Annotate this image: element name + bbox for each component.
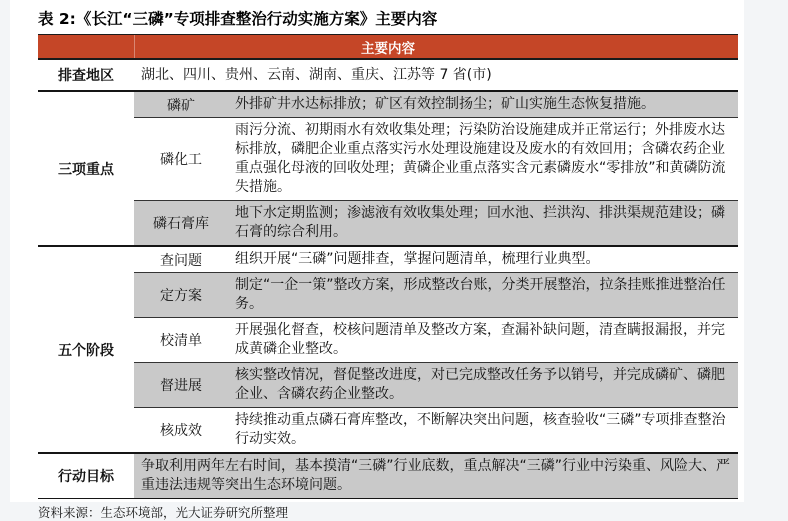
row-label: 行动目标 (38, 454, 134, 498)
row-content-text: 湖北、四川、贵州、云南、湖南、重庆、江苏等 7 省(市) (141, 66, 492, 83)
row-content-text: 持续推动重点磷石膏库整改，不断解决突出问题，核查验收“三磷”专项排查整治行动实效。 (235, 412, 726, 447)
subrow-group (134, 247, 738, 452)
row-content-text: 核实整改情况，督促整改进度，对已完成整改任务予以销号，并完成磷矿、磷肥企业、含磷农药企业整改。 (235, 367, 725, 402)
row-content-text: 开展强化督查，校核问题清单及整改方案，查漏补缺问题，清查瞒报漏报，并完成黄磷企业整改。 (235, 322, 725, 357)
header-column-divider (134, 35, 135, 58)
report-content (10, 0, 744, 521)
row-content (134, 454, 738, 498)
row-label: 三项重点 (38, 92, 134, 245)
source-note: 资料来源：生态环境部，光大证券研究所整理 (38, 505, 289, 520)
row-content-text: 地下水定期监测；渗滤液有效收集处理；回水池、拦洪沟、排洪渠规范建设；磷石膏的综合利用。 (235, 205, 725, 240)
report-table (38, 34, 738, 499)
row-content (228, 247, 738, 272)
row-content-text: 制定“一企一策”整改方案，形成整改台账，分类开展整治，拉条挂账推进整治任务。 (235, 277, 726, 312)
table-row (134, 200, 738, 245)
row-content (228, 118, 738, 200)
row-content-text: 组织开展“三磷”问题排查，掌握问题清单，梳理行业典型。 (235, 251, 600, 267)
section-action-goal (38, 454, 738, 499)
subrow-label: 督进展 (134, 363, 228, 407)
row-content (228, 318, 738, 362)
row-label: 五个阶段 (38, 247, 134, 452)
row-content-text: 争取利用两年左右时间，基本摸清“三磷”行业底数，重点解决“三磷”行业中污染重、风险大、严重违法违规等突出生态环境问题。 (141, 458, 731, 493)
section-three-priorities (38, 92, 738, 247)
table-header-label: 主要内容 (361, 40, 415, 57)
row-content-text: 外排矿井水达标排放；矿区有效控制扬尘；矿山实施生态恢复措施。 (235, 96, 655, 112)
row-content (228, 408, 738, 452)
table-row (134, 92, 738, 117)
row-label: 排查地区 (38, 60, 134, 90)
table-row (134, 272, 738, 317)
section-five-stages (38, 247, 738, 454)
subrow-label: 校清单 (134, 318, 228, 362)
subrow-label: 查问题 (134, 247, 228, 272)
subrow-label: 磷矿 (134, 92, 228, 117)
table-row (134, 317, 738, 362)
table-header-bar (38, 34, 738, 60)
row-content (228, 273, 738, 317)
subrow-label: 定方案 (134, 273, 228, 317)
report-page-panel (10, 0, 744, 520)
row-content (228, 201, 738, 245)
row-content-text: 雨污分流、初期雨水有效收集处理；污染防治设施建成并正常运行；外排废水达标排放，磷肥企业重点落实污水处理设施建设及废水的有效回用；含磷农药企业重点强化母液的回收处理；黄磷企业重点落实含元素磷废水“零排放”和黄磷防流失措施。 (235, 122, 726, 195)
table-row (134, 362, 738, 407)
table-title: 表 2:《长江“三磷”专项排查整治行动实施方案》主要内容 (38, 10, 438, 28)
table-row (134, 454, 738, 498)
subrow-label: 磷石膏库 (134, 201, 228, 245)
row-content (228, 92, 738, 117)
subrow-label: 磷化工 (134, 118, 228, 200)
table-row (134, 407, 738, 452)
row-content (228, 363, 738, 407)
table-row (134, 60, 738, 90)
subrow-label: 核成效 (134, 408, 228, 452)
row-content (134, 60, 738, 90)
table-row (134, 117, 738, 200)
section-survey-region (38, 60, 738, 92)
table-row (134, 247, 738, 272)
subrow-group (134, 92, 738, 245)
